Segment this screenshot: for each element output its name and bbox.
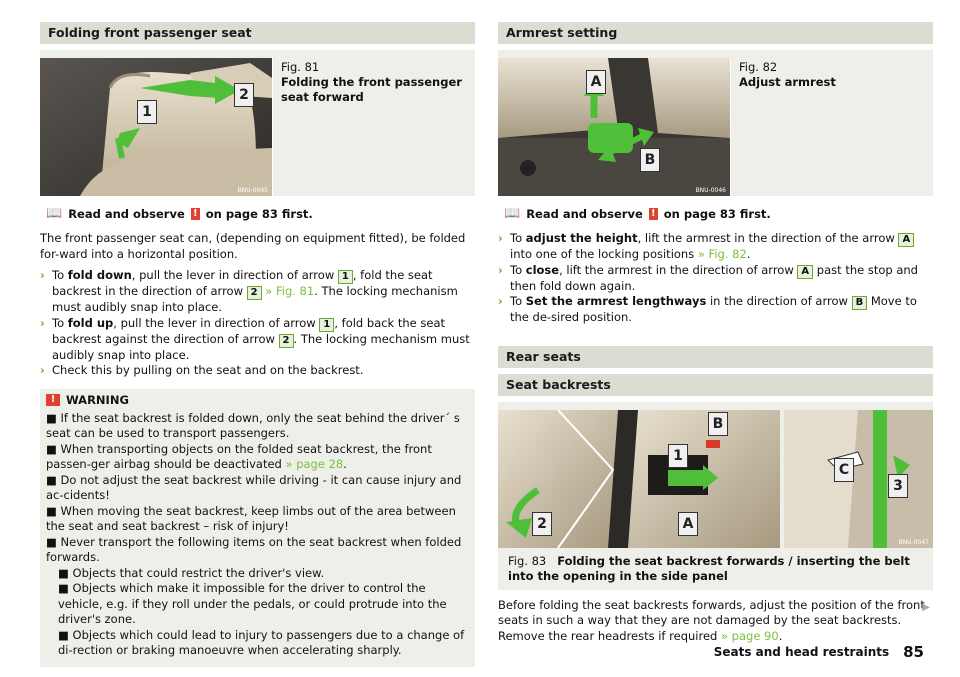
callout-1: 1 bbox=[668, 444, 688, 468]
warning-item-3: ■ Do not adjust the seat backrest while driving - it can cause injury and ac-cidents! bbox=[46, 472, 462, 502]
warning-item-2: ■ When transporting objects on the folded seat backrest, the front passen-ger airbag should be deactivated » page 28. bbox=[46, 441, 432, 471]
armrest-steps bbox=[498, 231, 933, 326]
arrow-right-icon: › bbox=[40, 268, 45, 282]
warning-item-4: ■ When moving the seat backrest, keep limbs out of the area between the seat and seat backrest – risk of injury! bbox=[46, 503, 456, 533]
figure-83-caption bbox=[498, 548, 933, 590]
fold-steps bbox=[40, 268, 475, 379]
headrest-page-link[interactable]: » page 90 bbox=[720, 628, 779, 643]
figure-number: Fig. 83 bbox=[508, 553, 547, 568]
read-observe-line bbox=[504, 206, 933, 221]
callout-1: 1 bbox=[137, 100, 157, 124]
figure-83-photo bbox=[498, 402, 933, 548]
figure-82-photo bbox=[498, 58, 731, 196]
arrow-right-icon: › bbox=[40, 363, 45, 377]
step-fold-down: › To fold down, pull the lever in direction of arrow 1 , fold the seat backrest in the direction of arrow 2 » Fig. 81. The locking mechanism must audibly snap into place. bbox=[40, 268, 458, 314]
figure-81-photo bbox=[40, 58, 273, 196]
figure-81-box bbox=[40, 50, 475, 196]
armrest-illustration bbox=[498, 58, 730, 196]
read-observe-prefix: Read and observe bbox=[526, 206, 643, 221]
section-title-rear-seats: Rear seats bbox=[498, 346, 933, 368]
figure-number: Fig. 82 bbox=[739, 60, 778, 74]
warning-box bbox=[40, 389, 475, 667]
read-observe-suffix: on page 83 first. bbox=[663, 206, 771, 221]
page-footer bbox=[714, 643, 924, 661]
figure-code: BNU-0047 bbox=[898, 538, 929, 546]
step-lengthways: › To Set the armrest lengthways in the direction of arrow B Move to the de-sired position. bbox=[498, 294, 917, 324]
arrow-right-icon: › bbox=[498, 294, 503, 308]
figure-number: Fig. 81 bbox=[281, 60, 320, 74]
page-number: 85 bbox=[903, 643, 924, 661]
warning-subitem-2: ■ Objects which make it impossible for the driver to control the vehicle, e.g. if they roll under the pedals, or could protrude into the driver's zone. bbox=[58, 581, 447, 626]
section-title-folding: Folding front passenger seat bbox=[40, 22, 475, 44]
outro-paragraph: Before folding the seat backrests forwards, adjust the position of the front seats in such a way that they are not damaged by the seat backrests. Remove the rear headrests if required » page 90. bbox=[498, 597, 925, 643]
warning-triangle-icon: ! bbox=[46, 394, 60, 406]
seat-illustration bbox=[40, 58, 272, 196]
callout-A: A bbox=[678, 512, 698, 536]
figure-caption: Folding the front passenger seat forward bbox=[281, 75, 462, 104]
figure-82-box bbox=[498, 50, 933, 196]
read-observe-line bbox=[46, 206, 475, 221]
callout-C: C bbox=[834, 458, 854, 482]
figure-code: BNU-0045 bbox=[237, 187, 268, 194]
callout-B: B bbox=[640, 148, 660, 172]
step-fold-up: › To fold up, pull the lever in direction of arrow 1 , fold back the seat backrest against the direction of arrow 2 . The locking mechanism must audibly snap into place. bbox=[40, 315, 470, 362]
warning-icon: ! bbox=[649, 208, 658, 220]
read-observe-prefix: Read and observe bbox=[68, 206, 185, 221]
warning-subitem-1: ■ Objects that could restrict the driver's view. bbox=[58, 565, 325, 580]
figure-81-caption bbox=[273, 50, 475, 196]
arrow-right-icon: › bbox=[498, 231, 503, 245]
section-title-armrest: Armrest setting bbox=[498, 22, 933, 44]
step-check: › Check this by pulling on the seat and on the backrest. bbox=[40, 363, 364, 377]
left-column bbox=[40, 22, 475, 667]
arrow-right-icon: › bbox=[498, 262, 503, 277]
callout-2: 2 bbox=[234, 83, 254, 107]
continue-arrow-icon: ▶ bbox=[922, 602, 930, 613]
callout-B: B bbox=[708, 412, 728, 436]
figure-82-caption bbox=[731, 50, 844, 196]
warning-icon: ! bbox=[191, 208, 200, 220]
warning-header bbox=[40, 389, 475, 411]
right-column bbox=[498, 22, 933, 644]
figure-caption: Folding the seat backrest forwards / inserting the belt into the opening in the side panel bbox=[508, 553, 910, 583]
fig-link[interactable]: » Fig. 82 bbox=[697, 247, 747, 261]
warning-item-1: ■ If the seat backrest is folded down, only the seat behind the driver´ s seat can be used to transport passengers. bbox=[46, 410, 460, 440]
step-adjust-height: › To adjust the height, lift the armrest in the direction of the arrow A into one of the locking positions » Fig. 82. bbox=[498, 231, 933, 263]
section-title-seat-backrests: Seat backrests bbox=[498, 374, 933, 396]
figure-code: BNU-0046 bbox=[695, 187, 726, 194]
airbag-page-link[interactable]: » page 28 bbox=[285, 457, 344, 471]
figure-caption: Adjust armrest bbox=[739, 75, 836, 89]
step-close: › To close, lift the armrest in the direction of arrow A past the stop and then fold down again. bbox=[498, 262, 918, 293]
callout-3: 3 bbox=[888, 474, 908, 498]
footer-title: Seats and head restraints bbox=[713, 645, 890, 659]
intro-paragraph: The front passenger seat can, (depending on equipment fitted), be folded for-ward into a horizontal position. bbox=[40, 231, 466, 261]
warning-subitem-3: ■ Objects which could lead to injury to passengers due to a change of di-rection or braking manoeuvre when accelerating sharply. bbox=[58, 627, 465, 657]
book-icon: 📖 bbox=[46, 206, 63, 221]
callout-A: A bbox=[586, 70, 606, 94]
callout-2: 2 bbox=[532, 512, 552, 536]
warning-title: WARNING bbox=[66, 392, 129, 407]
warning-item-5: ■ Never transport the following items on the seat backrest when folded forwards. bbox=[46, 534, 462, 564]
arrow-right-icon: › bbox=[40, 315, 45, 330]
fig-link[interactable]: » Fig. 81 bbox=[261, 284, 315, 298]
read-observe-suffix: on page 83 first. bbox=[205, 206, 313, 221]
book-icon: 📖 bbox=[504, 206, 521, 221]
